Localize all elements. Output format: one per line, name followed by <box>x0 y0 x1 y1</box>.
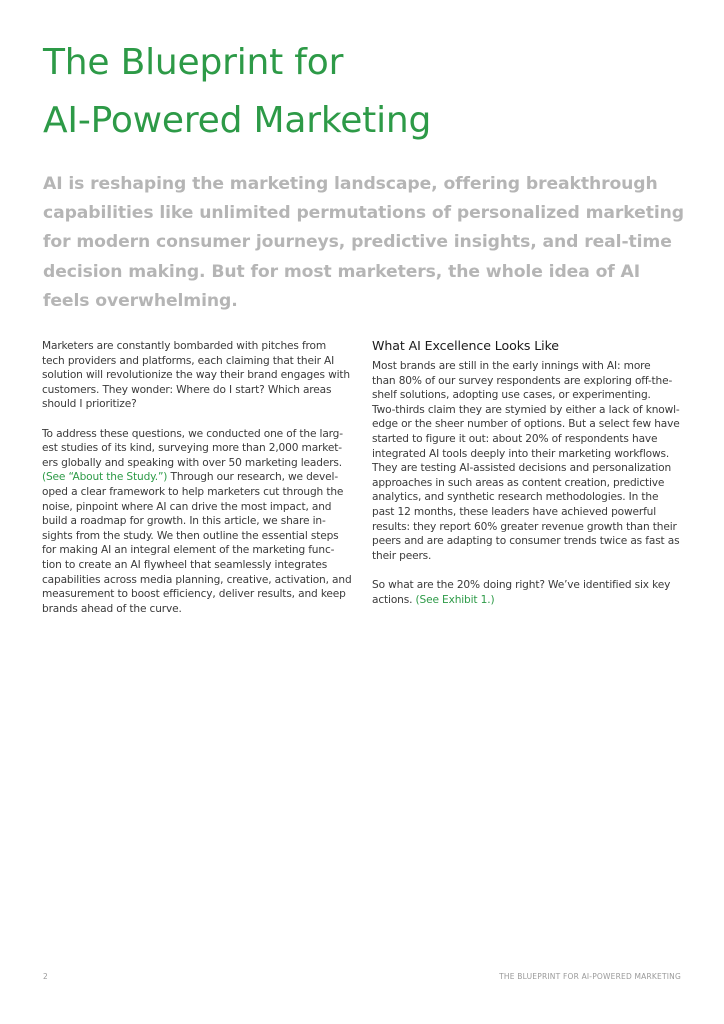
body-line: their peers. <box>372 549 432 562</box>
lead-line: feels overwhelming. <box>43 290 238 311</box>
research-paragraph <box>42 427 357 617</box>
body-line: customers. They wonder: Where do I start? Which areas <box>42 383 332 396</box>
body-line: sights from the study. We then outline the essential steps <box>42 529 339 542</box>
body-line: To address these questions, we conducted one of the larg- <box>42 427 343 440</box>
about-the-study-link[interactable]: (See “About the Study.”) <box>42 471 168 484</box>
lead-line: decision making. But for most marketers, the whole idea of AI <box>43 261 641 282</box>
lead-line: for modern consumer journeys, predictive insights, and real-time <box>43 232 672 253</box>
body-line: capabilities across media planning, creative, activation, and <box>42 573 352 586</box>
body-line: brands ahead of the curve. <box>42 602 182 615</box>
body-line: tech providers and platforms, each claiming that their AI <box>42 354 335 367</box>
body-line: noise, pinpoint where AI can drive the most impact, and <box>42 500 332 513</box>
running-title: THE BLUEPRINT FOR AI-POWERED MARKETING <box>499 972 681 981</box>
body-line: results: they report 60% greater revenue growth than their <box>372 520 677 533</box>
see-exhibit-link[interactable]: (See Exhibit 1.) <box>415 593 495 606</box>
body-line: shelf solutions, adopting use cases, or experimenting. <box>372 389 651 402</box>
body-line: measurement to boost efficiency, deliver results, and keep <box>42 588 346 601</box>
left-column <box>42 339 357 631</box>
page-title <box>43 34 683 150</box>
body-line: approaches in such areas as content creation, predictive <box>372 476 665 489</box>
body-line: edge or the sheer number of options. But a select few have <box>372 418 680 431</box>
body-line: They are testing AI-assisted decisions and personalization <box>372 462 672 475</box>
body-text: Through our research, we devel- <box>167 471 339 484</box>
actions-paragraph <box>372 578 687 607</box>
body-line: peers and are adapting to consumer trends twice as fast as <box>372 535 680 548</box>
body-line: est studies of its kind, surveying more than 2,000 market- <box>42 442 342 455</box>
right-column <box>372 339 687 622</box>
lead-paragraph <box>43 170 683 316</box>
body-line: Most brands are still in the early innings with AI: more <box>372 360 651 372</box>
excellence-paragraph <box>372 359 687 563</box>
body-line: So what are the 20% doing right? We’ve identified six key <box>372 578 671 591</box>
body-line: should I prioritize? <box>42 398 137 411</box>
body-text: actions. <box>372 593 416 606</box>
body-line-with-link <box>42 470 357 485</box>
intro-paragraph <box>42 339 357 412</box>
body-line: past 12 months, these leaders have achieved powerful <box>372 505 657 518</box>
body-line: integrated AI tools deeply into their marketing workflows. <box>372 447 670 460</box>
body-line: analytics, and synthetic research methodologies. In the <box>372 491 659 504</box>
lead-line: capabilities like unlimited permutations of personalized marketing <box>43 203 684 224</box>
section-heading: What AI Excellence Looks Like <box>372 338 559 353</box>
body-line: Marketers are constantly bombarded with pitches from <box>42 340 327 352</box>
body-line: solution will revolutionize the way their brand engages with <box>42 369 350 382</box>
body-line: tion to create an AI flywheel that seamlessly integrates <box>42 558 328 571</box>
body-line: ers globally and speaking with over 50 marketing leaders. <box>42 456 342 469</box>
body-line: Two-thirds claim they are stymied by either a lack of knowl- <box>372 403 680 416</box>
body-line: for making AI an integral element of the marketing func- <box>42 544 335 557</box>
lead-line: AI is reshaping the marketing landscape, offering breakthrough <box>43 174 658 194</box>
body-line: build a roadmap for growth. In this article, we share in- <box>42 515 326 528</box>
body-line: oped a clear framework to help marketers cut through the <box>42 485 344 498</box>
title-line: AI-Powered Marketing <box>43 100 432 141</box>
body-line: started to figure it out: about 20% of respondents have <box>372 432 658 445</box>
body-line: than 80% of our survey respondents are exploring off-the- <box>372 374 673 387</box>
title-line: The Blueprint for <box>43 42 344 83</box>
page-number: 2 <box>43 972 48 981</box>
body-line-with-link <box>372 593 687 608</box>
